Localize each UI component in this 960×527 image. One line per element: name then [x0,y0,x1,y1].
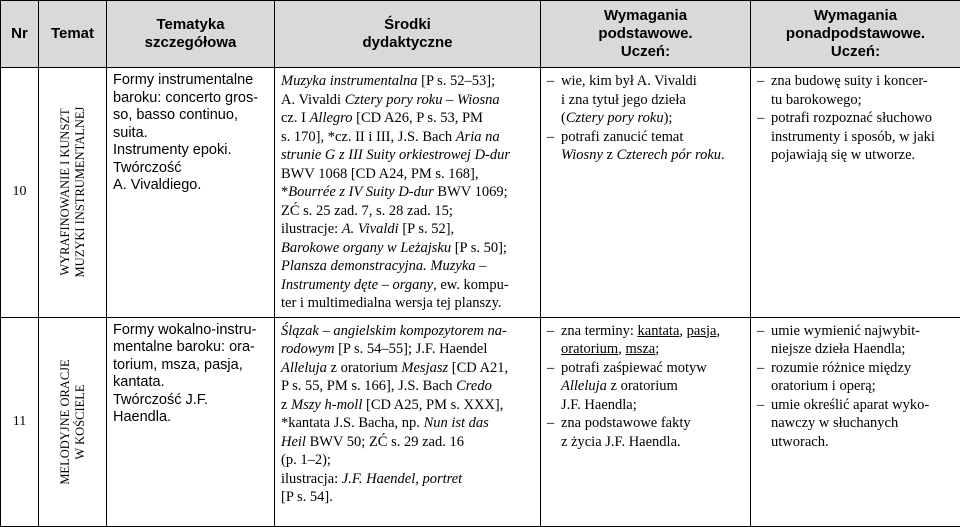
list-item: – umie wymienić najwybit- niejsze dzieła Haendla; [757,322,954,359]
row-number: 11 [1,317,39,526]
topic-rotated-text: MELODYJNE ORACJE W KOŚCIELE [58,359,88,484]
row-tematyka: Formy instrumentalne baroku: concerto gros- so, basso continuo, suita. Instrumenty epoki. Twórczość A. Vivaldiego. [107,68,275,318]
header-tematyka: Tematyka szczegółowa [107,1,275,68]
header-nr: Nr [1,1,39,68]
header-row [1,1,960,68]
list-item: – wie, kim był A. Vivaldi i zna tytuł jego dzieła (Cztery pory roku); [547,72,744,128]
list-item: – zna budowę suity i koncer- tu barokowego; [757,72,954,109]
list-item: – potrafi rozpoznać słuchowo instrumenty i sposób, w jaki pojawiają się w utworze. [757,109,954,165]
list-item: – zna podstawowe fakty z życia J.F. Haendla. [547,414,744,451]
list-item: – potrafi zaśpiewać motyw Alleluja z oratorium J.F. Haendla; [547,359,744,415]
header-wymagania-podstawowe: Wymagania podstawowe. Uczeń: [541,1,751,68]
row-ponadpodstawowe [751,317,960,526]
row-podstawowe [541,317,751,526]
header-temat: Temat [39,1,107,68]
table-row [1,317,960,526]
list-item: – zna terminy: kantata, pasja, oratorium, msza; [547,322,744,359]
row-ponadpodstawowe [751,68,960,318]
row-podstawowe [541,68,751,318]
row-topic [39,68,107,318]
list-item: – umie określić aparat wyko- nawczy w słuchanych utworach. [757,396,954,452]
header-srodki: Środki dydaktyczne [275,1,541,68]
topic-rotated-text: WYRAFINOWANIE I KUNSZT MUZYKI INSTRUMENTALNEJ [58,107,88,278]
header-wymagania-ponadpodstawowe: Wymagania ponadpodstawowe. Uczeń: [751,1,960,68]
row-number: 10 [1,68,39,318]
row-srodki: Ślązak – angielskim kompozytorem na- rodowym [P s. 54–55]; J.F. Haendel Alleluja z oratorium Mesjasz [CD A21, P s. 55, PM s. 166], J.S. Bach Credo z Mszy h-moll [CD A25, PM s. XXX], *kantata J.S. Bacha, np. Nun ist das Heil BWV 50; ZĆ s. 29 zad. 16 (p. 1–2); ilustracja: J.F. Haendel, portret [P s. 54]. [275,317,541,526]
table-row [1,68,960,318]
row-topic [39,317,107,526]
row-srodki: Muzyka instrumentalna [P s. 52–53]; A. Vivaldi Cztery pory roku – Wiosna cz. I Allegro [CD A26, P s. 53, PM s. 170], *cz. II i III, J.S. Bach Aria na strunie G z III Suity orkiestrowej D-dur BWV 1068 [CD A24, PM s. 168], *Bourrée z IV Suity D-dur BWV 1069; ZĆ s. 25 zad. 7, s. 28 zad. 15; ilustracje: A. Vivaldi [P s. 52], Barokowe organy w Leżajsku [P s. 50]; Plansza demonstracyjna. Muzyka – Instrumenty dęte – organy, ew. kompu- ter i multimedialna wersja tej planszy. [275,68,541,318]
list-item: – rozumie różnice między oratorium i operą; [757,359,954,396]
list-item: – potrafi zanucić temat Wiosny z Czterech pór roku. [547,128,744,165]
row-tematyka: Formy wokalno-instru- mentalne baroku: ora- torium, msza, pasja, kantata. Twórczość J.F. Haendla. [107,317,275,526]
